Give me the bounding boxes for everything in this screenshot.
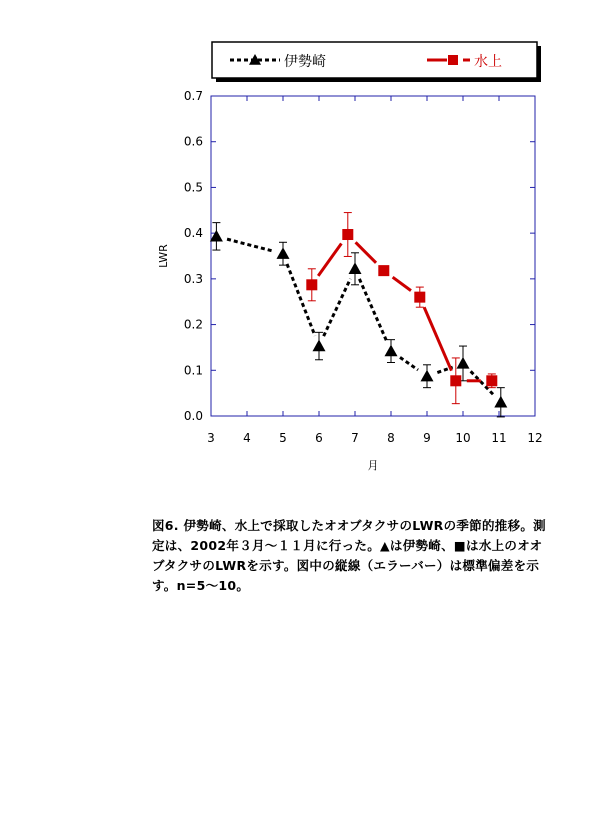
y-tick-label: 0.5	[183, 180, 203, 195]
x-tick-label: 7	[351, 431, 359, 445]
series-line-segment	[400, 357, 418, 370]
x-tick-label: 5	[279, 431, 287, 445]
y-tick-label: 0.1	[183, 363, 203, 378]
data-point	[385, 345, 398, 357]
series-isesaki	[210, 223, 507, 417]
y-axis-title: LWR	[157, 244, 170, 268]
data-point	[421, 370, 434, 382]
plot-frame	[211, 96, 535, 416]
series-line-segment	[324, 279, 351, 336]
x-axis-title: 月	[367, 459, 379, 472]
y-tick-label: 0.6	[183, 134, 203, 149]
series-line-segment	[424, 307, 451, 370]
series-line-segment	[318, 243, 341, 275]
legend-label-isesaki: 伊勢崎	[284, 54, 326, 70]
x-tick-label: 3	[207, 431, 215, 445]
x-tick-label: 4	[243, 431, 251, 445]
x-tick-label: 11	[491, 431, 507, 445]
y-tick-label: 0.7	[183, 89, 203, 103]
x-tick-label: 10	[455, 431, 471, 445]
data-point	[349, 262, 362, 274]
data-point	[277, 247, 290, 259]
x-tick-label: 12	[527, 431, 543, 445]
x-tick-label: 6	[315, 431, 323, 445]
figure-caption: 図6. 伊勢崎、水上で採取したオオブタクサのLWRの季節的推移。測定は、2002年３月～１１月に行った。▲は伊勢崎、■は水上のオオブタクサのLWRを示す。図中の縦線（エラーバー）は標準偏差を示す。n=5～10。	[152, 518, 546, 593]
data-point	[414, 292, 425, 303]
series-minakami	[306, 213, 497, 404]
series-line-segment	[393, 277, 411, 290]
y-tick-label: 0.2	[183, 317, 203, 332]
data-point	[450, 375, 461, 386]
y-tick-label: 0.4	[183, 226, 203, 241]
series-line-segment	[359, 279, 386, 341]
data-point	[457, 357, 470, 369]
x-tick-label: 9	[423, 431, 431, 445]
data-point	[342, 229, 353, 240]
data-point	[210, 230, 223, 242]
series-line-segment	[227, 239, 272, 251]
data-point	[494, 396, 507, 408]
legend-label-minakami: 水上	[474, 54, 502, 70]
y-tick-label: 0.0	[183, 409, 203, 423]
x-tick-label: 8	[387, 431, 395, 445]
data-point	[306, 279, 317, 290]
data-point	[486, 375, 497, 386]
legend	[212, 42, 541, 82]
series-line-segment	[287, 264, 315, 336]
legend-marker-minakami	[448, 55, 458, 65]
data-point	[378, 265, 389, 276]
y-tick-label: 0.3	[183, 271, 203, 286]
data-point	[313, 340, 326, 352]
